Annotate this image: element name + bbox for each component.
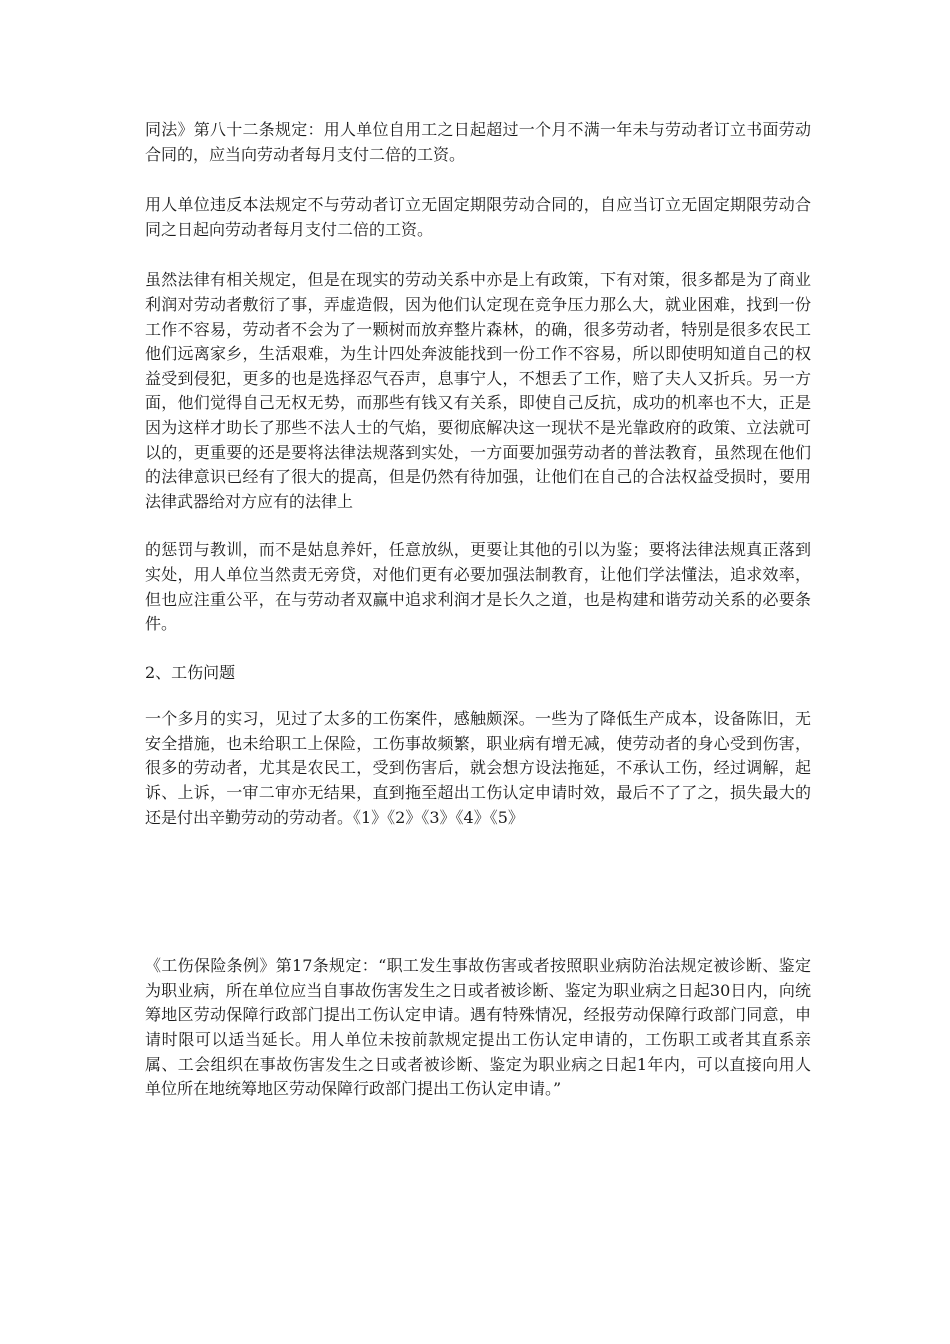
paragraph-injury-insurance-article-17: 《工伤保险条例》第17条规定：“职工发生事故伤害或者按照职业病防治法规定被诊断、鉴定为职业病，所在单位应当自事故伤害发生之日或者被诊断、鉴定为职业病之日起30日内，向统筹地区劳动保障行政部门提出工伤认定申请。遇有特殊情况，经报劳动保障行政部门同意，申请时限可以适当延长。用人单位未按前款规定提出工伤认定申请的，工伤职工或者其直系亲属、工会组织在事故伤害发生之日或者被诊断、鉴定为职业病之日起1年内，可以直接向用人单位所在地统筹地区劳动保障行政部门提出工伤认定申请。”: [145, 956, 811, 1099]
paragraph-work-injury-cases: 一个多月的实习，见过了太多的工伤案件，感触颇深。一些为了降低生产成本，设备陈旧，无安全措施，也未给职工上保险，工伤事故频繁，职业病有增无减，使劳动者的身心受到伤害，很多的劳动者，尤其是农民工，受到伤害后，就会想方设法拖延，不承认工伤，经过调解，起诉、上诉，一审二审亦无结果，直到拖至超出工伤认定申请时效，最后不了了之，损失最大的还是付出辛勤劳动的劳动者。《1》《2》《3》《4》《5》: [145, 709, 811, 827]
document-page: [145, 118, 811, 1102]
paragraph-contract-article-82: 同法》第八十二条规定：用人单位自用工之日起超过一个月不满一年未与劳动者订立书面劳动合同的，应当向劳动者每月支付二倍的工资。: [145, 120, 811, 164]
paragraph-enforcement: 的惩罚与教训，而不是姑息养奸，任意放纵，更要让其他的引以为鉴；要将法律法规真正落到实处，用人单位当然责无旁贷，对他们更有必要加强法制教育，让他们学法懂法，追求效率，但也应注重公平，在与劳动者双赢中追求利润才是长久之道，也是构建和谐劳动关系的必要条件。: [145, 540, 811, 634]
paragraph-reality-analysis: 虽然法律有相关规定，但是在现实的劳动关系中亦是上有政策，下有对策，很多都是为了商业利润对劳动者敷衍了事，弄虚造假，因为他们认定现在竞争压力那么大，就业困难，找到一份工作不容易，劳动者不会为了一颗树而放弃整片森林，的确，很多劳动者，特别是很多农民工他们远离家乡，生活艰难，为生计四处奔波能找到一份工作不容易，所以即使明知道自己的权益受到侵犯，更多的也是选择忍气吞声，息事宁人，不想丢了工作，赔了夫人又折兵。另一方面，他们觉得自己无权无势，而那些有钱又有关系，即使自己反抗，成功的机率也不大，正是因为这样才助长了那些不法人士的气焰，要彻底解决这一现状不是光靠政府的政策、立法就可以的，更重要的还是要将法律法规落到实处，一方面要加强劳动者的普法教育，虽然现在他们的法律意识已经有了很大的提高，但是仍然有待加强，让他们在自己的合法权益受损时，要用法律武器给对方应有的法律上: [145, 270, 811, 511]
section-heading-work-injury: 2、工伤问题: [145, 662, 236, 682]
paragraph-open-ended-contract: 用人单位违反本法规定不与劳动者订立无固定期限劳动合同的，自应当订立无固定期限劳动合同之日起向劳动者每月支付二倍的工资。: [145, 195, 811, 239]
